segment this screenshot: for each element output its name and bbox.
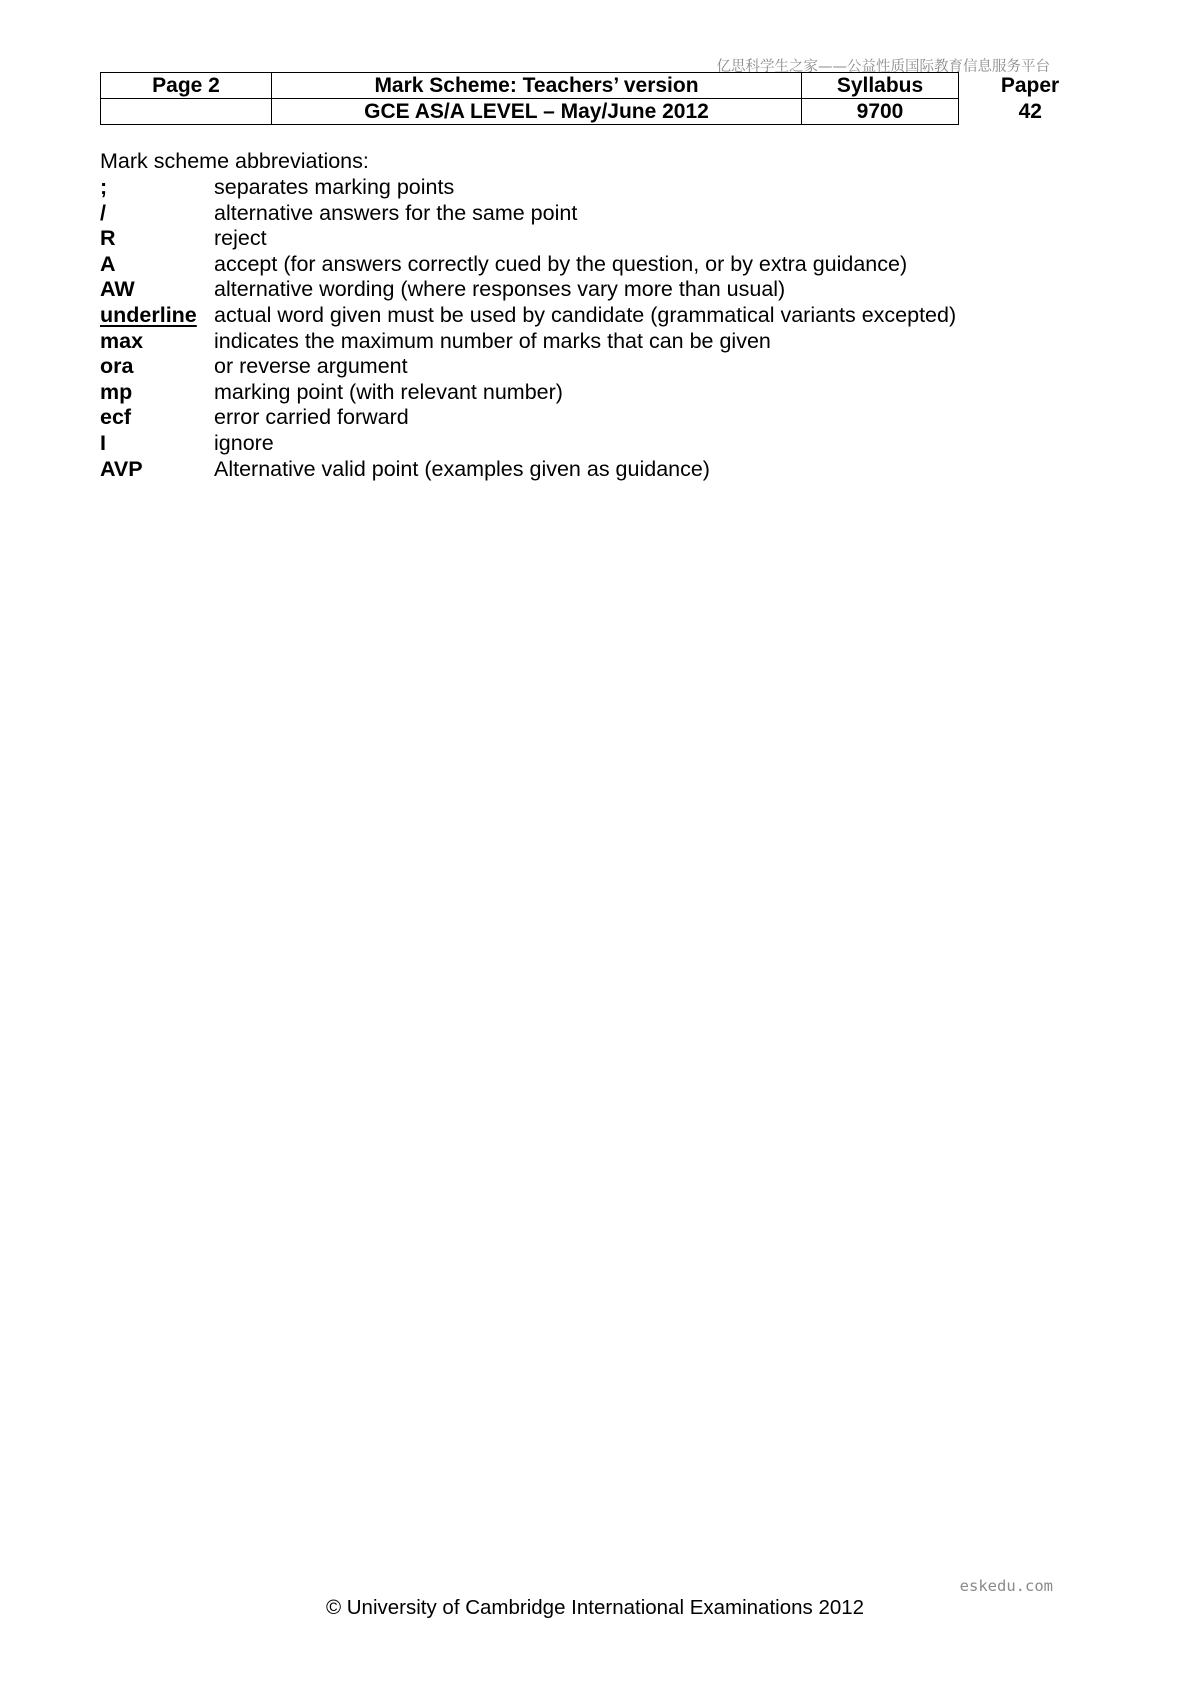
header-syllabus-label: Syllabus (802, 73, 959, 99)
abbreviation-item (100, 457, 956, 483)
abbreviation-definition: separates marking points (214, 175, 455, 199)
abbreviation-item (100, 380, 956, 406)
watermark-bottom: eskedu.com (959, 1577, 1053, 1595)
abbreviation-key: ; (100, 175, 108, 199)
abbreviation-item (100, 201, 956, 227)
header-title: Mark Scheme: Teachers’ version (272, 73, 802, 99)
header-row-1 (101, 73, 1102, 99)
abbreviation-item (100, 431, 956, 457)
abbreviation-key: mp (100, 379, 133, 404)
header-exam-level: GCE AS/A LEVEL – May/June 2012 (272, 99, 802, 125)
abbreviation-key: AVP (100, 456, 143, 481)
abbreviation-key: R (100, 226, 116, 251)
abbreviation-definition: or reverse argument (214, 354, 408, 379)
header-empty-cell (101, 99, 272, 125)
abbreviation-key: I (100, 430, 106, 455)
header-paper-label: Paper (1000, 74, 1060, 97)
abbreviation-item (100, 252, 956, 278)
abbreviation-item (100, 303, 956, 329)
abbreviation-key: AW (100, 277, 135, 302)
abbreviations-list (100, 175, 956, 482)
abbreviation-definition: alternative wording (where responses vary more than usual) (214, 277, 786, 302)
header-paper-number: 42 (1018, 100, 1042, 123)
abbreviation-item (100, 226, 956, 252)
abbreviation-key: max (100, 328, 144, 353)
abbreviation-definition: reject (214, 226, 267, 251)
abbreviation-key: A (100, 251, 116, 276)
abbreviation-definition: ignore (214, 430, 274, 455)
abbreviation-definition: accept (for answers correctly cued by the question, or by extra guidance) (214, 251, 908, 276)
abbreviation-definition: actual word given must be used by candidate (grammatical variants excepted) (214, 302, 957, 327)
abbreviation-key: / (100, 200, 106, 225)
abbreviation-item (100, 405, 956, 431)
header-table (100, 72, 1102, 125)
abbreviation-key: ecf (100, 405, 132, 430)
abbreviations-title: Mark scheme abbreviations: (100, 149, 369, 173)
abbreviation-item (100, 329, 956, 355)
abbreviation-key: ora (100, 354, 134, 379)
abbreviation-item (100, 354, 956, 380)
abbreviation-item (100, 175, 956, 201)
abbreviation-definition: error carried forward (214, 405, 409, 430)
header-page: Page 2 (101, 73, 272, 99)
header-syllabus-code: 9700 (802, 99, 959, 125)
copyright-footer: © University of Cambridge International Examinations 2012 (325, 1596, 865, 1619)
abbreviation-definition: Alternative valid point (examples given as guidance) (214, 456, 710, 481)
abbreviation-definition: indicates the maximum number of marks that can be given (214, 328, 771, 353)
header-row-2 (101, 99, 1102, 125)
watermark-top: 亿思科学生之家——公益性质国际教育信息服务平台 (716, 59, 1050, 75)
abbreviation-definition: alternative answers for the same point (214, 200, 578, 225)
abbreviation-item (100, 277, 956, 303)
abbreviation-key: underline (100, 302, 197, 327)
abbreviation-definition: marking point (with relevant number) (214, 379, 563, 404)
